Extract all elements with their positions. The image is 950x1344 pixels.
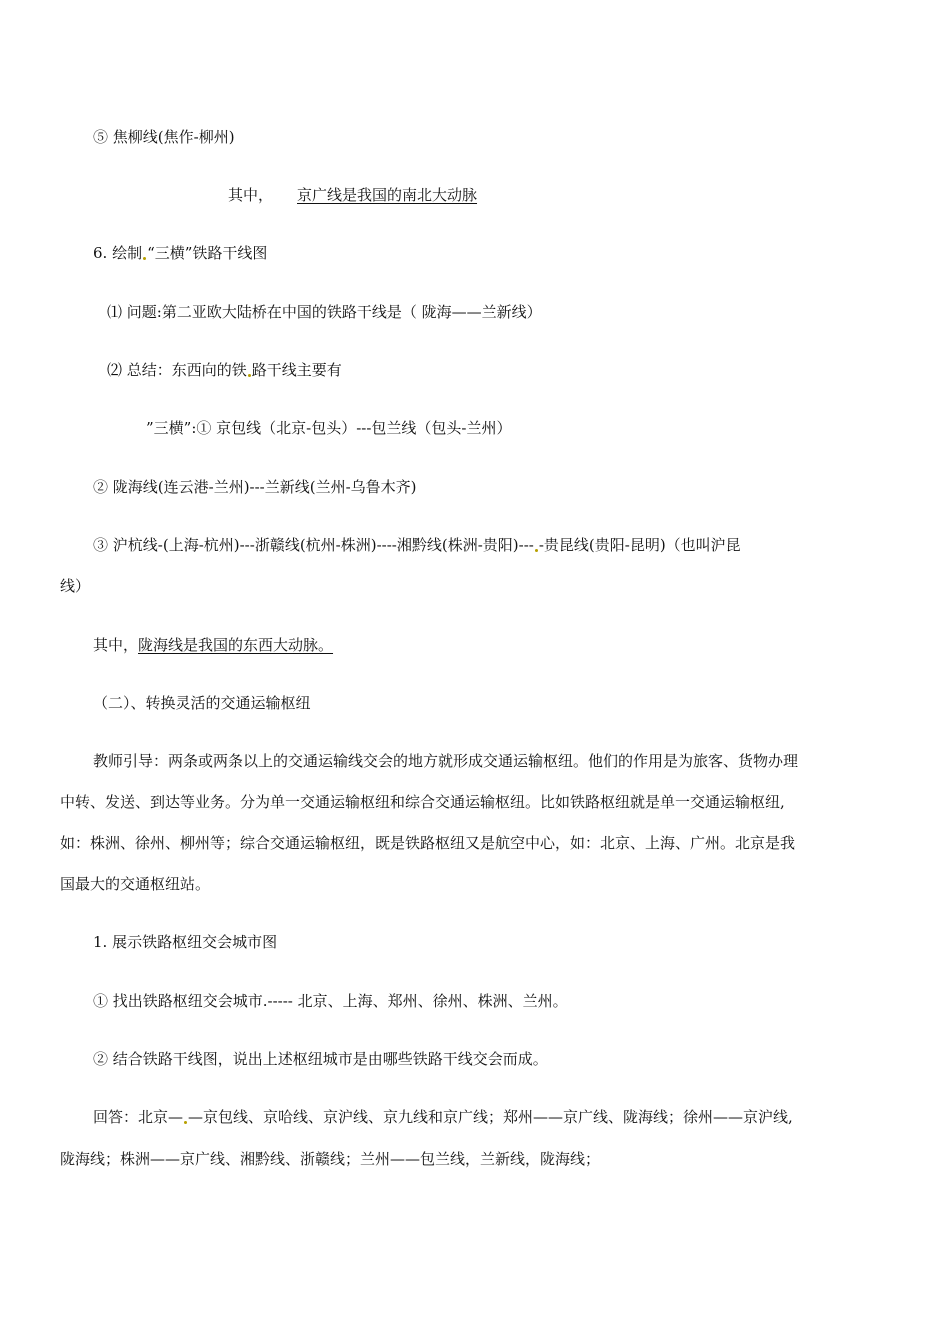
mark-dot xyxy=(535,549,538,552)
line-text: —京包线、京哈线、京沪线、京九线和京广线；郑州——京广线、陇海线；徐州——京沪线, xyxy=(188,1108,793,1126)
mark-dot xyxy=(143,257,146,260)
text-line xyxy=(93,932,277,952)
line-text: 线） xyxy=(60,577,91,595)
line-text: 其中， xyxy=(228,186,274,204)
line-text: ”三横”:① 京包线（北京-包头）---包兰线（包头-兰州） xyxy=(146,419,512,437)
line-text: “三横”铁路干线图 xyxy=(147,244,268,262)
line-text: 教师引导：两条或两条以上的交通运输线交会的地方就形成交通运输枢纽。他们的作用是为旅客、货物办理 xyxy=(93,752,799,770)
text-line xyxy=(228,185,477,205)
line-text: 回答：北京— xyxy=(93,1108,184,1126)
line-text: -贵昆线(贵阳-昆明)（也叫沪昆 xyxy=(538,536,741,554)
line-text: 路干线主要有 xyxy=(251,361,342,379)
line-text: ⑵ 总结：东西向的铁 xyxy=(107,361,247,379)
text-line xyxy=(93,635,333,655)
text-line xyxy=(93,535,741,555)
text-line xyxy=(60,576,90,596)
text-line xyxy=(93,1049,548,1069)
line-text: 6. 绘制 xyxy=(93,244,143,262)
line-text: ② 结合铁路干线图，说出上述枢纽城市是由哪些铁路干线交会而成。 xyxy=(93,1050,548,1068)
text-line xyxy=(93,1107,793,1127)
text-line xyxy=(107,302,542,322)
text-line xyxy=(107,360,342,380)
text-line xyxy=(93,127,235,147)
text-line xyxy=(146,418,512,438)
mark-dot xyxy=(184,1121,187,1124)
line-text: 如：株洲、徐州、柳州等；综合交通运输枢纽，既是铁路枢纽又是航空中心，如：北京、上海、广州。北京是我 xyxy=(60,834,796,852)
line-text: （二）、转换灵活的交通运输枢纽 xyxy=(93,694,311,712)
line-text: 1. 展示铁路枢纽交会城市图 xyxy=(93,933,278,951)
text-line xyxy=(93,243,267,263)
line-text: ⑤ 焦柳线(焦作-柳州) xyxy=(93,128,235,146)
line-text: ② 陇海线(连云港-兰州)---兰新线(兰州-乌鲁木齐) xyxy=(93,478,417,496)
text-line xyxy=(93,477,417,497)
text-line xyxy=(60,874,210,894)
line-text: 国最大的交通枢纽站。 xyxy=(60,875,211,893)
line-text: ① 找出铁路枢纽交会城市.----- 北京、上海、郑州、徐州、株洲、兰州。 xyxy=(93,992,568,1010)
line-text: ③ 沪杭线-(上海-杭州)---浙赣线(杭州-株洲)----湘黔线(株洲-贵阳)--- xyxy=(93,536,534,554)
text-line xyxy=(60,1149,600,1169)
section-heading xyxy=(93,693,311,713)
text-line xyxy=(60,833,795,853)
text-line xyxy=(93,751,798,771)
text-line xyxy=(60,792,785,812)
underlined-text: 京广线是我国的南北大动脉 xyxy=(297,186,478,204)
line-text: 陇海线；株洲——京广线、湘黔线、浙赣线；兰州——包兰线，兰新线，陇海线； xyxy=(60,1150,601,1168)
text-line xyxy=(93,991,568,1011)
mark-dot xyxy=(248,374,251,377)
underlined-text: 陇海线是我国的东西大动脉。 xyxy=(138,636,334,654)
line-text: ⑴ 问题:第二亚欧大陆桥在中国的铁路干线是（ 陇海——兰新线） xyxy=(107,303,542,321)
line-text: 中转、发送、到达等业务。分为单一交通运输枢纽和综合交通运输枢纽。比如铁路枢纽就是单一交通运输枢纽, xyxy=(60,793,785,811)
line-text: 其中， xyxy=(93,636,139,654)
